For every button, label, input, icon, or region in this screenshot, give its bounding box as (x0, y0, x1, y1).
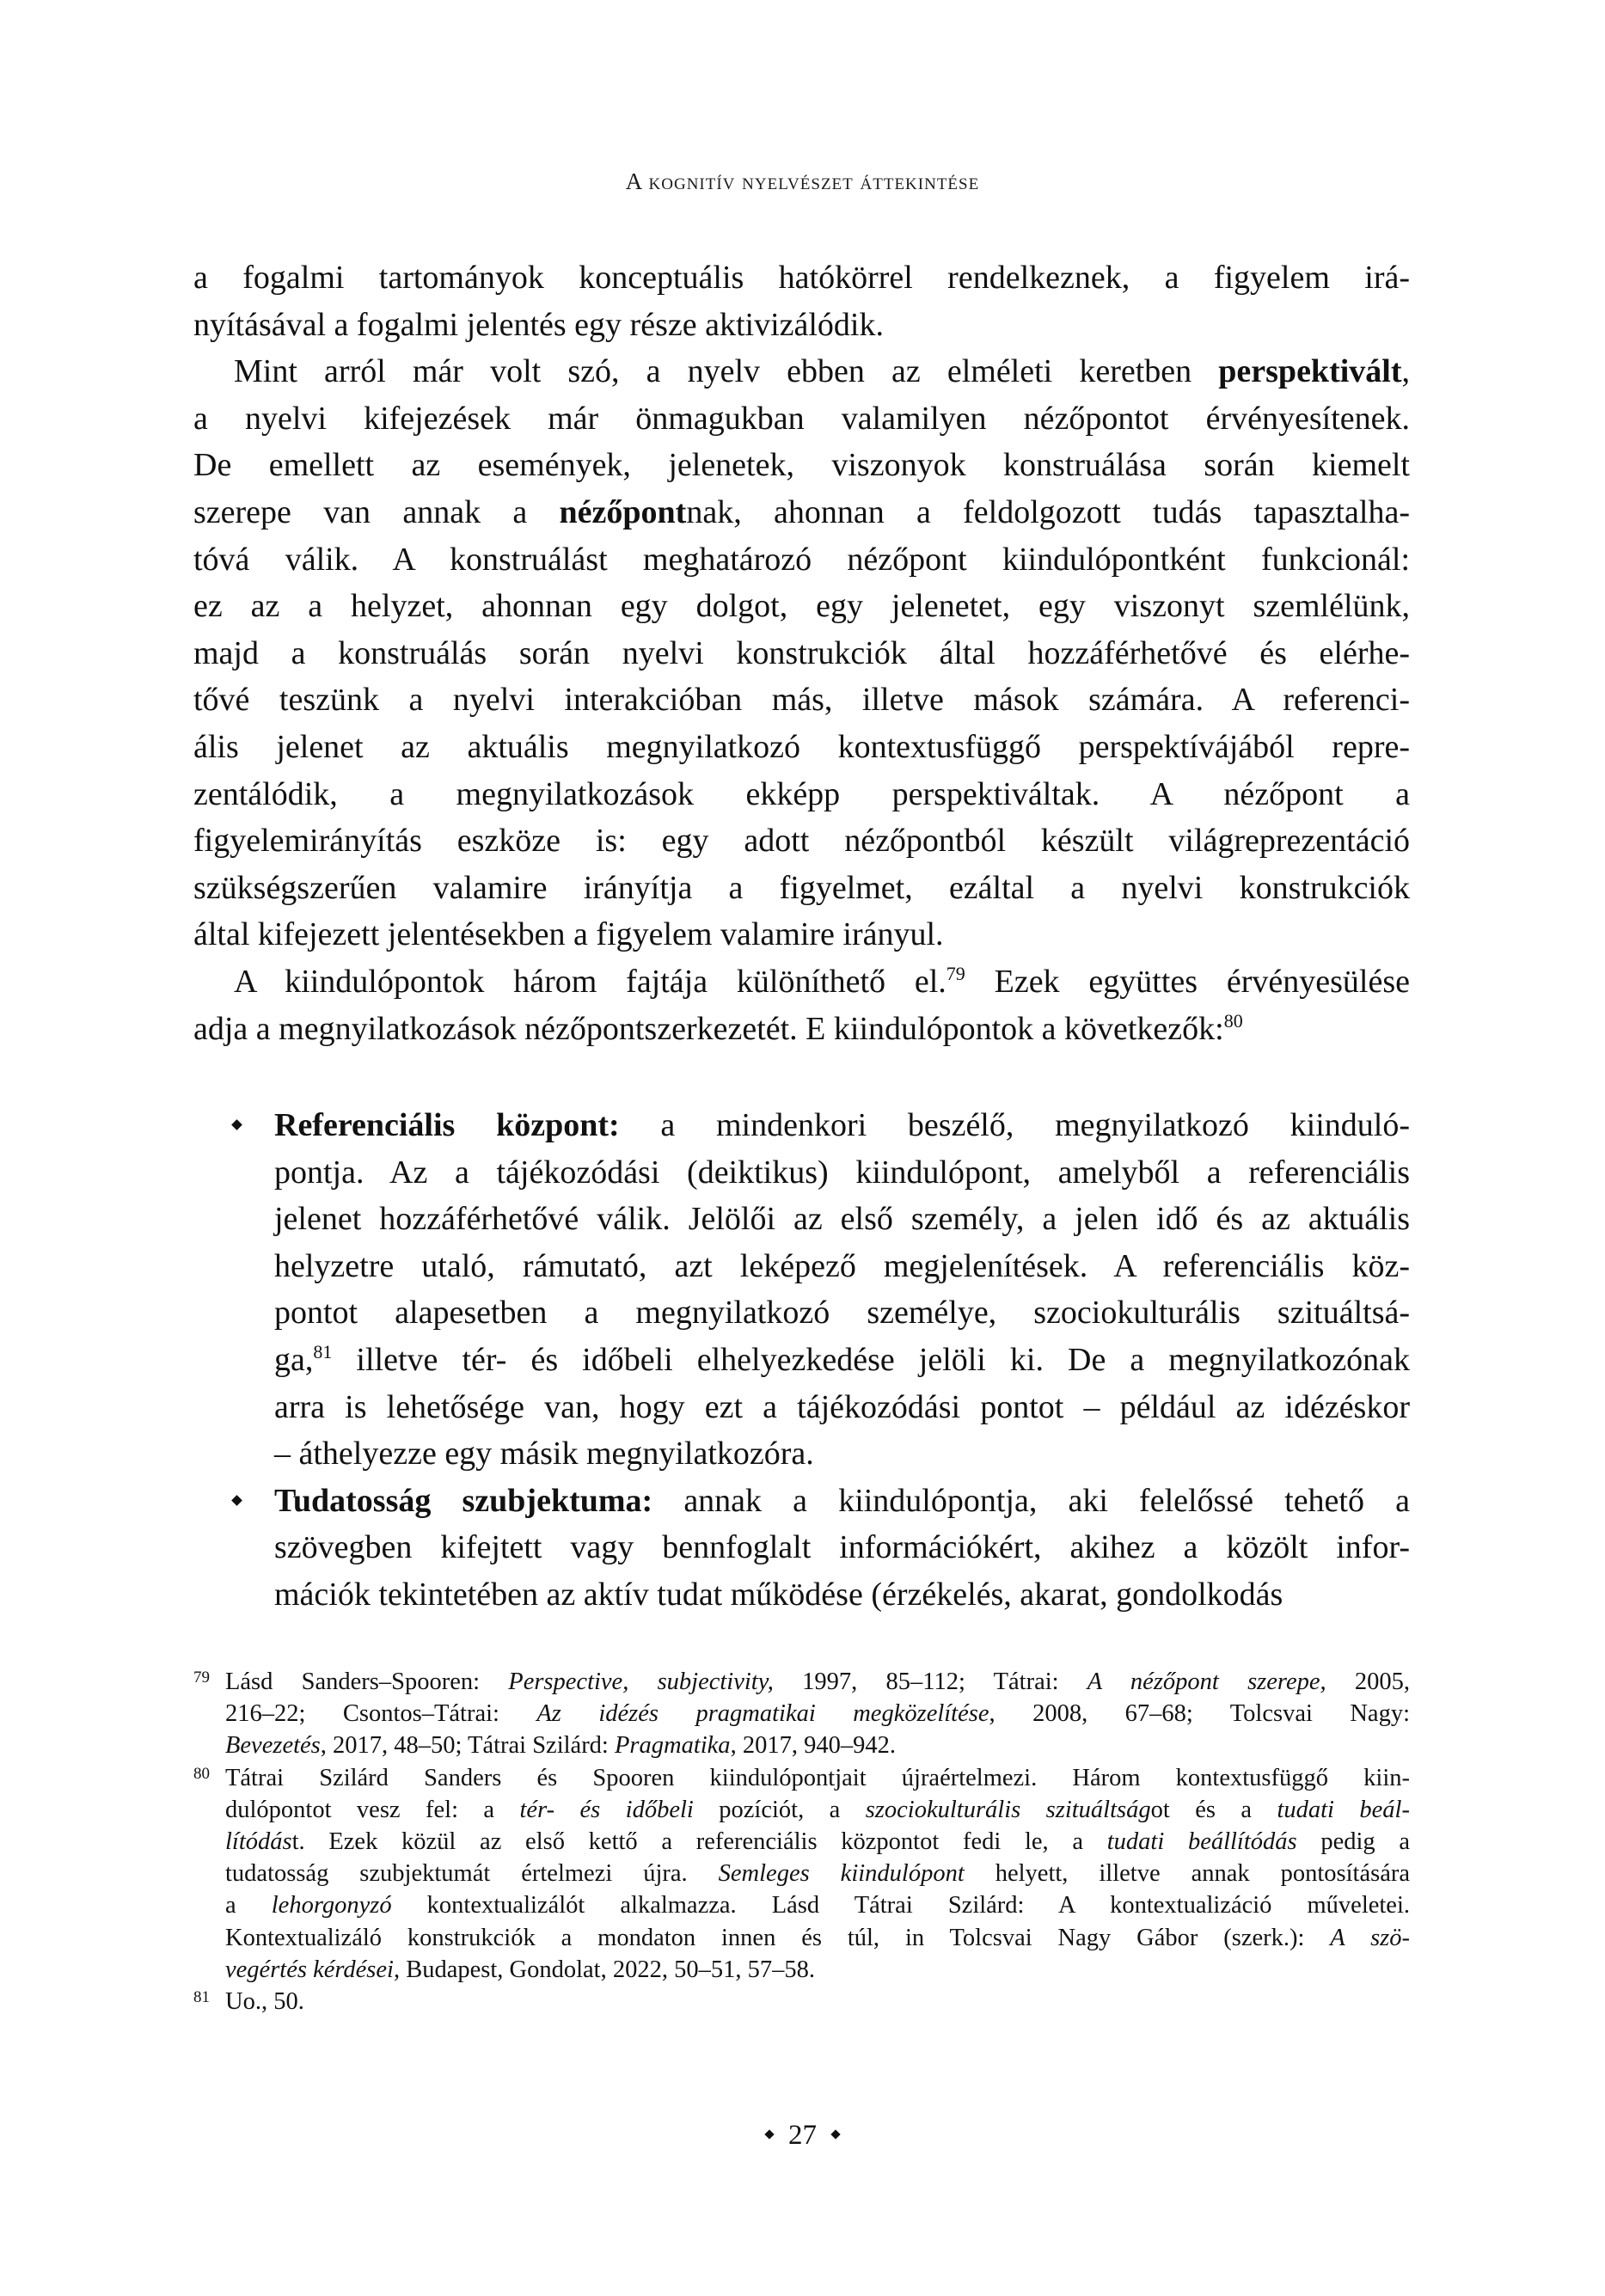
text-run: szövegben kifejtett vagy bennfoglalt információkért, akihez a közölt infor- (274, 1529, 1410, 1566)
text-run: A kiindulópontok három fajtája különíthető el. (234, 963, 946, 1000)
text-line (193, 630, 1410, 677)
diamond-icon (764, 2130, 774, 2140)
footnote-number: 79 (193, 1668, 210, 1687)
text-line (193, 817, 1410, 865)
text-run: adja a megnyilatkozások nézőpontszerkezetét. E kiindulópontok a következők: (193, 1010, 1224, 1047)
footnote-line (225, 1794, 1410, 1826)
italic-title: Perspective, subjectivity, (508, 1668, 774, 1695)
text-line (193, 1149, 1410, 1197)
text-run: , (1401, 353, 1410, 390)
text-run: Mint arról már volt szó, a nyelv ebben az elméleti keretben (234, 353, 1219, 390)
text-run: tudatosság szubjektumát értelmezi újra. (225, 1860, 719, 1888)
footnote-line (225, 1666, 1410, 1698)
diamond-icon (830, 2130, 840, 2140)
text-run: Tátrai Szilárd Sanders és Spooren kiindulópontjait újraértelmezi. Három kontextusfüggő kiin- (225, 1764, 1410, 1791)
footnote-line (225, 1826, 1410, 1858)
italic-title: szociokulturális szituáltság (865, 1796, 1151, 1823)
text-run: ez az a helyzet, ahonnan egy dolgot, egy jelenetet, egy viszonyt szemlélünk, (193, 588, 1410, 625)
text-line (193, 1337, 1410, 1384)
text-run: zentálódik, a megnyilatkozások ekképp perspektiváltak. A nézőpont a (193, 775, 1410, 812)
text-run: Lásd Sanders–Spooren: (225, 1668, 509, 1695)
italic-title: Az idézés pragmatikai megközelítése (536, 1700, 989, 1728)
text-run: tóvá válik. A konstruálást meghatározó nézőpont kiindulópontként funkcionál: (193, 541, 1410, 578)
text-run: – áthelyezze egy másik megnyilatkozóra. (274, 1436, 814, 1473)
text-line (193, 958, 1410, 1006)
bold-term: nézőpont (559, 493, 687, 530)
text-run: ális jelenet az aktuális megnyilatkozó kontextusfüggő perspektívájából repre- (193, 728, 1410, 765)
text-line (193, 1478, 1410, 1525)
footnote-line (225, 1858, 1410, 1889)
text-line (193, 1384, 1410, 1431)
bullet-list (193, 1102, 1410, 1619)
text-run: nak, ahonnan a feldolgozott tudás tapasztalha- (686, 493, 1411, 530)
text-line (193, 254, 1410, 302)
italic-title: tér- és időbeli (519, 1796, 694, 1823)
text-line (193, 1196, 1410, 1243)
paragraph (193, 254, 1410, 348)
bold-term: Referenciális központ: (274, 1107, 620, 1144)
text-run: Uo., 50. (225, 1987, 304, 2015)
text-line (193, 395, 1410, 443)
italic-title: lítódás (225, 1828, 292, 1855)
text-run: pontja. Az a tájékozódási (deiktikus) kiindulópont, amelyből a referenciális (274, 1154, 1410, 1191)
italic-title: vegértés kérdései (225, 1956, 394, 1983)
paragraph (193, 348, 1410, 958)
text-run: a (225, 1892, 272, 1919)
paragraphs (193, 254, 1410, 1052)
footnote-80 (193, 1762, 1410, 1986)
list-item (193, 1478, 1410, 1619)
footnote-line (225, 1889, 1410, 1921)
text-run: a fogalmi tartományok konceptuális hatókörrel rendelkeznek, a figyelem irá- (193, 260, 1410, 296)
text-run: 2005, (1326, 1668, 1410, 1695)
footnote-reference[interactable]: 81 (313, 1341, 333, 1363)
italic-title: A szö- (1330, 1924, 1410, 1951)
footnote-line (225, 1954, 1410, 1986)
text-run: , 2008, 67–68; Tolcsvai Nagy: (989, 1700, 1411, 1728)
text-line (193, 1430, 1410, 1478)
text-run: jelenet hozzáférhetővé válik. Jelölői az első személy, a jelen idő és az aktuális (274, 1201, 1410, 1238)
footnote-line (225, 1730, 1410, 1761)
text-line (193, 583, 1410, 630)
text-run: Kontextualizáló konstrukciók a mondaton innen és túl, in Tolcsvai Nagy Gábor (szerk.): (225, 1924, 1331, 1951)
footnote-reference[interactable]: 79 (946, 962, 965, 984)
text-run: figyelemirányítás eszköze is: egy adott nézőpontból készült világreprezentáció (193, 823, 1410, 860)
text-line (193, 442, 1410, 489)
text-run: a mindenkori beszélő, megnyilatkozó kiinduló- (619, 1107, 1410, 1144)
text-line (193, 1102, 1410, 1149)
text-line (193, 865, 1410, 912)
text-run: pedig a (1296, 1828, 1411, 1855)
text-run: arra is lehetősége van, hogy ezt a tájékozódási pontot – például az idézéskor (274, 1388, 1410, 1425)
text-run: tővé teszünk a nyelvi interakcióban más, illetve mások számára. A referenci- (193, 682, 1410, 719)
italic-title: tudati beál- (1277, 1796, 1410, 1823)
text-run: mációk tekintetében az aktív tudat működése (érzékelés, akarat, gondolkodás (274, 1577, 1283, 1613)
italic-title: Pragmatika (614, 1732, 731, 1760)
text-run: , 2017, 48–50; Tátrai Szilárd: (320, 1732, 615, 1760)
italic-title: Semleges kiindulópont (718, 1860, 965, 1888)
text-line (193, 771, 1410, 818)
text-run: szükségszerűen valamire irányítja a figyelmet, ezáltal a nyelvi konstrukciók (193, 869, 1410, 906)
text-run: 1997, 85–112; Tátrai: (773, 1668, 1087, 1695)
italic-title: lehorgonyzó (271, 1892, 392, 1919)
bold-term: perspektivált (1218, 353, 1402, 390)
text-line (193, 489, 1410, 536)
text-run: helyett, illetve annak pontosítására (964, 1860, 1410, 1888)
text-line (193, 1006, 1410, 1053)
text-run: helyzetre utaló, rámutató, azt leképező megjelenítések. A referenciális köz- (274, 1247, 1410, 1284)
text-run: által kifejezett jelentésekben a figyelem valamire irányul. (193, 916, 944, 953)
text-line (193, 1571, 1410, 1619)
text-line (193, 1243, 1410, 1290)
text-run: ot és a (1150, 1796, 1277, 1823)
text-run: kontextualizálót alkalmazza. Lásd Tátrai Szilárd: A kontextualizáció műveletei. (391, 1892, 1410, 1919)
text-line (193, 677, 1410, 724)
text-run: nyításával a fogalmi jelentés egy része aktivizálódik. (193, 306, 884, 343)
text-line (193, 911, 1410, 958)
italic-title: Bevezetés (225, 1732, 321, 1760)
footnote-reference[interactable]: 80 (1223, 1009, 1243, 1032)
footnote-line (225, 1762, 1410, 1794)
text-run: De emellett az események, jelenetek, viszonyok konstruálása során kiemelt (193, 447, 1410, 484)
text-run: dulópontot vesz fel: a (225, 1796, 520, 1823)
list-item (193, 1102, 1410, 1478)
footnote-line (225, 1698, 1410, 1730)
text-run: a nyelvi kifejezések már önmagukban valamilyen nézőpontot érvényesítenek. (193, 400, 1410, 437)
text-run: , 2017, 940–942. (730, 1732, 896, 1760)
page-number: 27 (788, 2120, 817, 2151)
italic-title: A nézőpont szerepe, (1087, 1668, 1326, 1695)
footnote-line (225, 1986, 1410, 2017)
text-line (193, 1289, 1410, 1337)
text-run: pontot alapesetben a megnyilatkozó személye, szociokulturális szituáltsá- (274, 1295, 1410, 1332)
footnote-79 (193, 1666, 1410, 1762)
text-run: illetve tér- és időbeli elhelyezkedése jelöli ki. De a megnyilatkozónak (332, 1342, 1410, 1379)
italic-title: tudati beállítódás (1106, 1828, 1297, 1855)
text-run: t. Ezek közül az első kettő a referenciális központot fedi le, a (291, 1828, 1107, 1855)
text-line (193, 724, 1410, 771)
text-run: ga, (274, 1342, 314, 1379)
main-text (193, 254, 1410, 1619)
footnote-number: 81 (193, 1987, 210, 2006)
text-run: , Budapest, Gondolat, 2022, 50–51, 57–58. (393, 1956, 815, 1983)
bold-term: Tudatosság szubjektuma: (274, 1482, 653, 1519)
text-run: pozíciót, a (693, 1796, 866, 1823)
text-line (193, 1524, 1410, 1571)
footnote-number: 80 (193, 1764, 210, 1783)
page-number-row (0, 2120, 1605, 2152)
text-run: annak a kiindulópontja, aki felelőssé tehető a (652, 1482, 1410, 1519)
running-header: A kognitív nyelvészet áttekintése (625, 168, 980, 194)
footnote-line (225, 1922, 1410, 1954)
text-run: 216–22; Csontos–Tátrai: (225, 1700, 537, 1728)
paragraph (193, 958, 1410, 1052)
text-run: Ezek együttes érvényesülése (965, 963, 1410, 1000)
footnote-81 (193, 1986, 1410, 2017)
text-line (193, 536, 1410, 584)
text-run: majd a konstruálás során nyelvi konstrukciók által hozzáférhetővé és elérhe- (193, 634, 1410, 671)
text-run: szerepe van annak a (193, 493, 560, 530)
text-line (193, 348, 1410, 395)
footnotes (193, 1666, 1410, 2017)
text-line (193, 302, 1410, 349)
